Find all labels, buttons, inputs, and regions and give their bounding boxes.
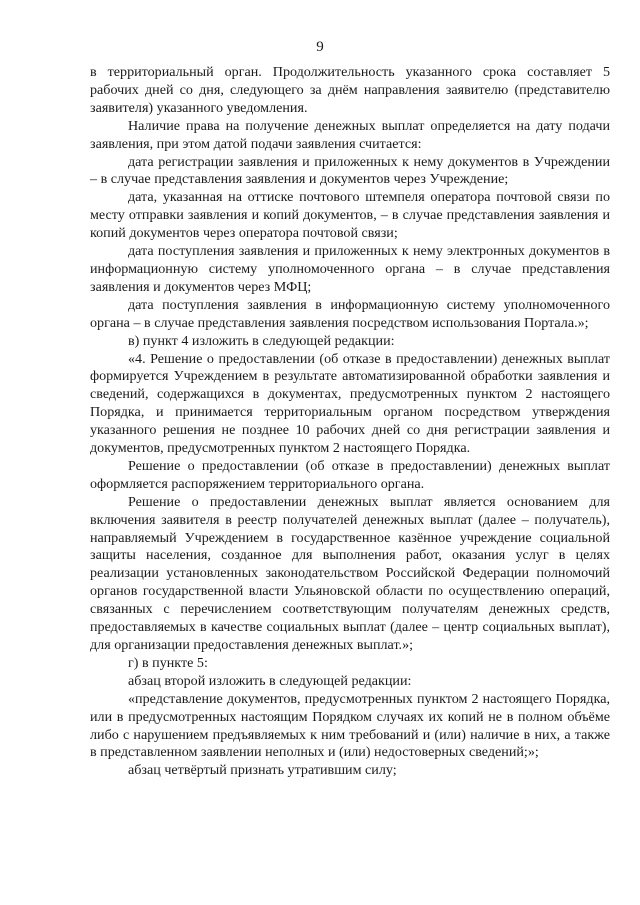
paragraph: в территориальный орган. Продолжительность указанного срока составляет 5 рабочих дней со дня, следующего за днём направления заявителю (представителю заявителя) указанного уведомления. <box>90 64 610 116</box>
paragraph: дата поступления заявления в информационную систему уполномоченного органа – в случае представления заявления посредством использования Портала.»; <box>90 296 610 331</box>
paragraph: абзац второй изложить в следующей редакции: <box>128 672 412 689</box>
paragraph: Наличие права на получение денежных выплат определяется на дату подачи заявления, при этом датой подачи заявления считается: <box>90 117 610 152</box>
paragraph: г) в пункте 5: <box>128 654 208 671</box>
paragraph: дата регистрации заявления и приложенных к нему документов в Учреждении – в случае представления заявления и документов через Учреждение; <box>90 153 610 188</box>
page-number: 9 <box>316 39 324 55</box>
paragraph: в) пункт 4 изложить в следующей редакции: <box>128 332 395 349</box>
paragraph: «представление документов, предусмотренных пунктом 2 настоящего Порядка, или в предусмотренных настоящим Порядком случаях их копий не в полном объёме либо с нарушением предъявляемых к ним требований и (или) наличие в них, а также в представленном заявлении неполных и (или) недостоверных сведений;»; <box>90 690 610 761</box>
paragraph: дата, указанная на оттиске почтового штемпеля оператора почтовой связи по месту отправки заявления и копий документов, – в случае представления заявления и копий документов через оператора почтовой связи; <box>90 189 610 242</box>
paragraph: Решение о предоставлении (об отказе в предоставлении) денежных выплат оформляется распоряжением территориального органа. <box>90 457 610 492</box>
document-body <box>90 64 610 780</box>
paragraph: дата поступления заявления и приложенных к нему электронных документов в информационную систему уполномоченного органа – в случае представления заявления и документов через МФЦ; <box>90 243 610 295</box>
paragraph: Решение о предоставлении денежных выплат является основанием для включения заявителя в реестр получателей денежных выплат (далее – получатель), направляемый Учреждением в государственное казённое учреждение социальной защиты населения, созданное для выполнения работ, оказания услуг в целях реализации установленных законодательством Российской Федерации полномочий органов государственной власти Ульяновской области по осуществлению операций, связанных с перечислением соответствующим получателям денежных средств, предоставляемых в качестве социальных выплат (далее – центр социальных выплат), для организации предоставления денежных выплат.»; <box>90 493 610 653</box>
paragraph: «4. Решение о предоставлении (об отказе в предоставлении) денежных выплат формируется Учреждением в результате автоматизированной обработки заявления и сведений, содержащихся в документах, предусмотренных пунктом 2 настоящего Порядка, и принимается территориальным органом посредством утверждения указанного решения не позднее 10 рабочих дней со дня регистрации заявления и документов, предусмотренных пунктом 2 настоящего Порядка. <box>90 350 610 457</box>
paragraph: абзац четвёртый признать утратившим силу; <box>128 762 397 779</box>
